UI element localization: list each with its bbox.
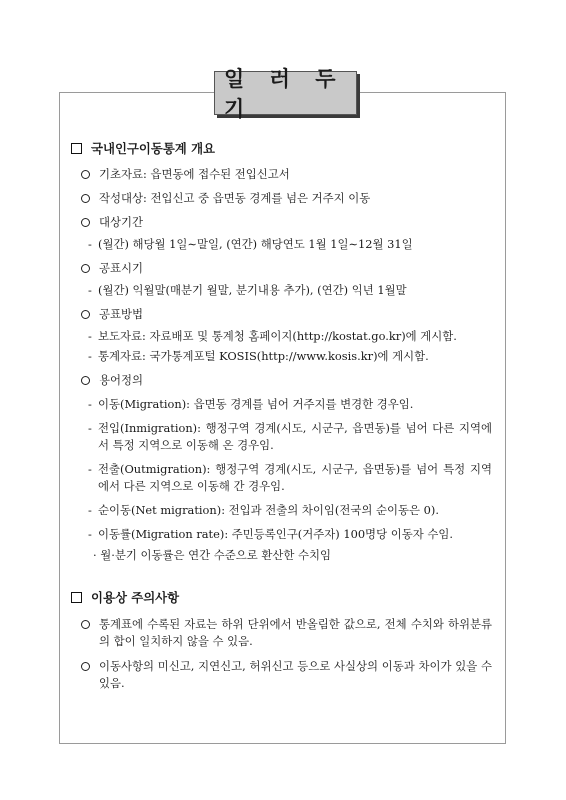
- circle-bullet-icon: [81, 310, 90, 319]
- list-item: [68, 306, 500, 323]
- dash-marker: -: [88, 283, 92, 297]
- period-text: (월간) 해당월 1일∼말일, (연간) 해당연도 1월 1일∼12월 31일: [98, 237, 413, 251]
- circle-bullet-icon: [81, 662, 90, 671]
- content: [68, 137, 500, 692]
- section-heading-cautions: [68, 586, 500, 608]
- caution-rounding-text: 통계표에 수록된 자료는 하위 단위에서 반올림한 값으로, 전체 수치와 하위분류의 합이 일치하지 않을 수 있음.: [99, 617, 492, 648]
- def-migration-rate: 이동률(Migration rate): 주민등록인구(거주자) 100명당 이동자 수임.: [98, 527, 453, 541]
- circle-bullet-icon: [81, 264, 90, 273]
- sub-item: [68, 502, 500, 519]
- sub-item: [68, 420, 500, 454]
- def-net-migration: 순이동(Net migration): 전입과 전출의 차이임(전국의 순이동은 0).: [98, 503, 439, 517]
- circle-bullet-icon: [81, 194, 90, 203]
- list-item: [68, 260, 500, 277]
- def-outmigration: 전출(Outmigration): 행정구역 경계(시도, 시군구, 읍면동)를 넘어 특정 지역에서 다른 지역으로 이동해 간 경우임.: [98, 462, 492, 493]
- checkbox-icon: [71, 592, 82, 603]
- list-item: [68, 616, 500, 650]
- definitions-label: 용어정의: [99, 373, 144, 387]
- sub-item: [68, 282, 500, 299]
- list-item: [68, 166, 500, 183]
- sub-item: [68, 236, 500, 253]
- page-title: 일 러 두 기: [224, 67, 345, 121]
- release-timing-label: 공표시기: [99, 261, 144, 275]
- list-item: [68, 190, 500, 207]
- spacer: [68, 564, 500, 586]
- release-timing-text: (월간) 익월말(매분기 월말, 분기내용 추가), (연간) 익년 1월말: [98, 283, 407, 297]
- list-item: [68, 658, 500, 692]
- target-text: 작성대상: 전입신고 중 읍면동 경계를 넘은 거주지 이동: [99, 191, 371, 205]
- dash-marker: -: [88, 397, 92, 411]
- circle-bullet-icon: [81, 620, 90, 629]
- sub-item: [68, 396, 500, 413]
- dash-marker: -: [88, 329, 92, 343]
- period-label: 대상기간: [99, 215, 144, 229]
- circle-bullet-icon: [81, 170, 90, 179]
- sub-item: [68, 526, 500, 543]
- def-migration: 이동(Migration): 읍면동 경계를 넘어 거주지를 변경한 경우임.: [98, 397, 414, 411]
- sub-item: [68, 348, 500, 365]
- statistics-data-text: 통계자료: 국가통계포털 KOSIS(http://www.kosis.kr)에 게시함.: [98, 349, 429, 363]
- title-box: [214, 67, 357, 121]
- def-inmigration: 전입(Inmigration): 행정구역 경계(시도, 시군구, 읍면동)를 넘어 다른 지역에서 특정 지역으로 이동해 온 경우임.: [98, 421, 492, 452]
- sub-item: [68, 328, 500, 345]
- dash-marker: -: [88, 462, 92, 476]
- list-item: [68, 372, 500, 389]
- note-text: · 월·분기 이동률은 연간 수준으로 환산한 수치임: [93, 548, 332, 562]
- section1-heading: 국내인구이동통계 개요: [91, 140, 216, 156]
- dash-marker: -: [88, 421, 92, 435]
- circle-bullet-icon: [81, 376, 90, 385]
- checkbox-icon: [71, 143, 82, 154]
- dash-marker: -: [88, 237, 92, 251]
- list-item: [68, 214, 500, 231]
- circle-bullet-icon: [81, 218, 90, 227]
- sub-item: [68, 461, 500, 495]
- press-release-text: 보도자료: 자료배포 및 통계청 홈페이지(http://kostat.go.kr)에 게시함.: [98, 329, 457, 343]
- dash-marker: -: [88, 527, 92, 541]
- dash-marker: -: [88, 349, 92, 363]
- section2-heading: 이용상 주의사항: [91, 589, 180, 605]
- release-method-label: 공표방법: [99, 307, 144, 321]
- basic-data-text: 기초자료: 읍면동에 접수된 전입신고서: [99, 167, 290, 181]
- section-heading-overview: [68, 137, 500, 159]
- dash-marker: -: [88, 503, 92, 517]
- caution-reporting-text: 이동사항의 미신고, 지연신고, 허위신고 등으로 사실상의 이동과 차이가 있을 수 있음.: [99, 659, 492, 690]
